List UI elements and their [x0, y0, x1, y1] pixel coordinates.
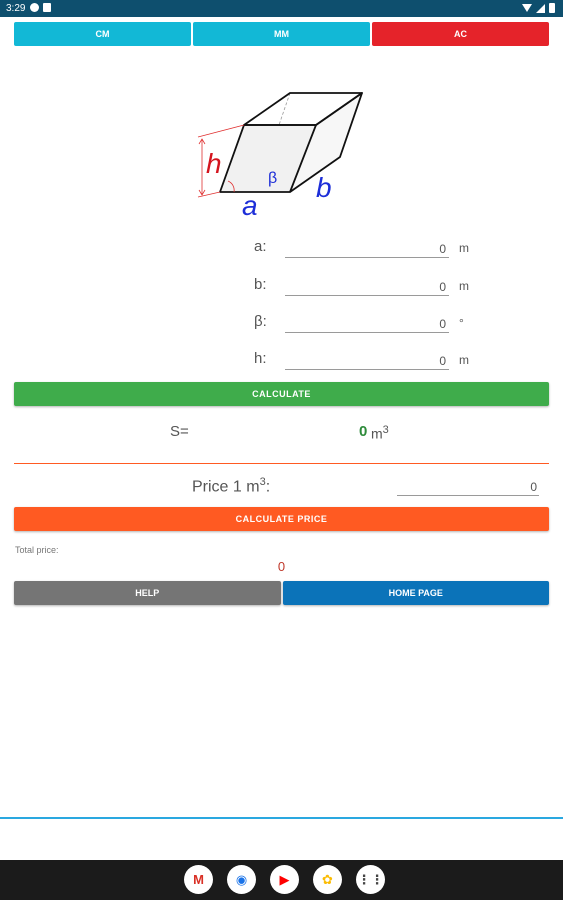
price-label: Price 1 $m^3$: [192, 476, 271, 496]
input-row-b [240, 274, 540, 298]
divider [14, 463, 549, 464]
signal-icon [536, 4, 545, 13]
price-input[interactable]: 0 [397, 474, 539, 496]
input-label-h: h: [254, 350, 267, 367]
notification-icon [30, 3, 39, 12]
photos-icon[interactable]: ✿ [313, 865, 342, 894]
tab-ac[interactable]: AC [372, 22, 549, 46]
help-button[interactable]: HELP [14, 581, 281, 605]
youtube-icon[interactable]: ▶ [270, 865, 299, 894]
clock: 3:29 [6, 3, 26, 14]
unit-beta: ° [459, 316, 464, 330]
tab-mm[interactable]: MM [193, 22, 370, 46]
unit-b: m [459, 279, 469, 293]
label-a: a [242, 190, 258, 220]
chrome-icon[interactable]: ◉ [227, 865, 256, 894]
result-value: 0 [359, 423, 368, 440]
result-label: S= [170, 423, 189, 440]
sim-icon [43, 3, 51, 12]
input-b[interactable]: 0 [285, 274, 449, 296]
input-a[interactable]: 0 [285, 236, 449, 258]
result-row [0, 418, 563, 444]
status-bar [0, 0, 563, 17]
home-page-button[interactable]: HOME PAGE [283, 581, 550, 605]
input-beta[interactable]: 0 [285, 311, 449, 333]
wifi-icon [522, 4, 532, 12]
input-row-beta [240, 311, 540, 335]
unit-h: m [459, 353, 469, 367]
label-b: b [316, 172, 332, 203]
parallelepiped-figure [190, 85, 370, 220]
calculate-button[interactable]: CALCULATE [14, 382, 549, 406]
input-label-b: b: [254, 276, 267, 293]
input-label-beta: β: [254, 313, 267, 330]
input-h[interactable]: 0 [285, 348, 449, 370]
result-unit: $m^3$ [371, 424, 389, 442]
calculate-price-button[interactable]: CALCULATE PRICE [14, 507, 549, 531]
gmail-icon[interactable]: M [184, 865, 213, 894]
input-row-h [240, 348, 540, 372]
bottom-divider [0, 817, 563, 819]
total-price-label: Total price: [15, 545, 59, 555]
unit-a: m [459, 241, 469, 255]
unit-tabs [14, 22, 549, 46]
battery-icon [549, 3, 555, 13]
apps-icon[interactable]: ⋮⋮ [356, 865, 385, 894]
total-price-value: 0 [277, 559, 286, 574]
dock [184, 865, 385, 894]
price-row [0, 472, 563, 500]
input-row-a [240, 236, 540, 260]
label-h: h [206, 148, 222, 179]
label-beta: β [268, 170, 278, 187]
tab-cm[interactable]: CM [14, 22, 191, 46]
navigation-bar [0, 860, 563, 900]
bottom-buttons [14, 581, 549, 605]
input-label-a: a: [254, 238, 267, 255]
